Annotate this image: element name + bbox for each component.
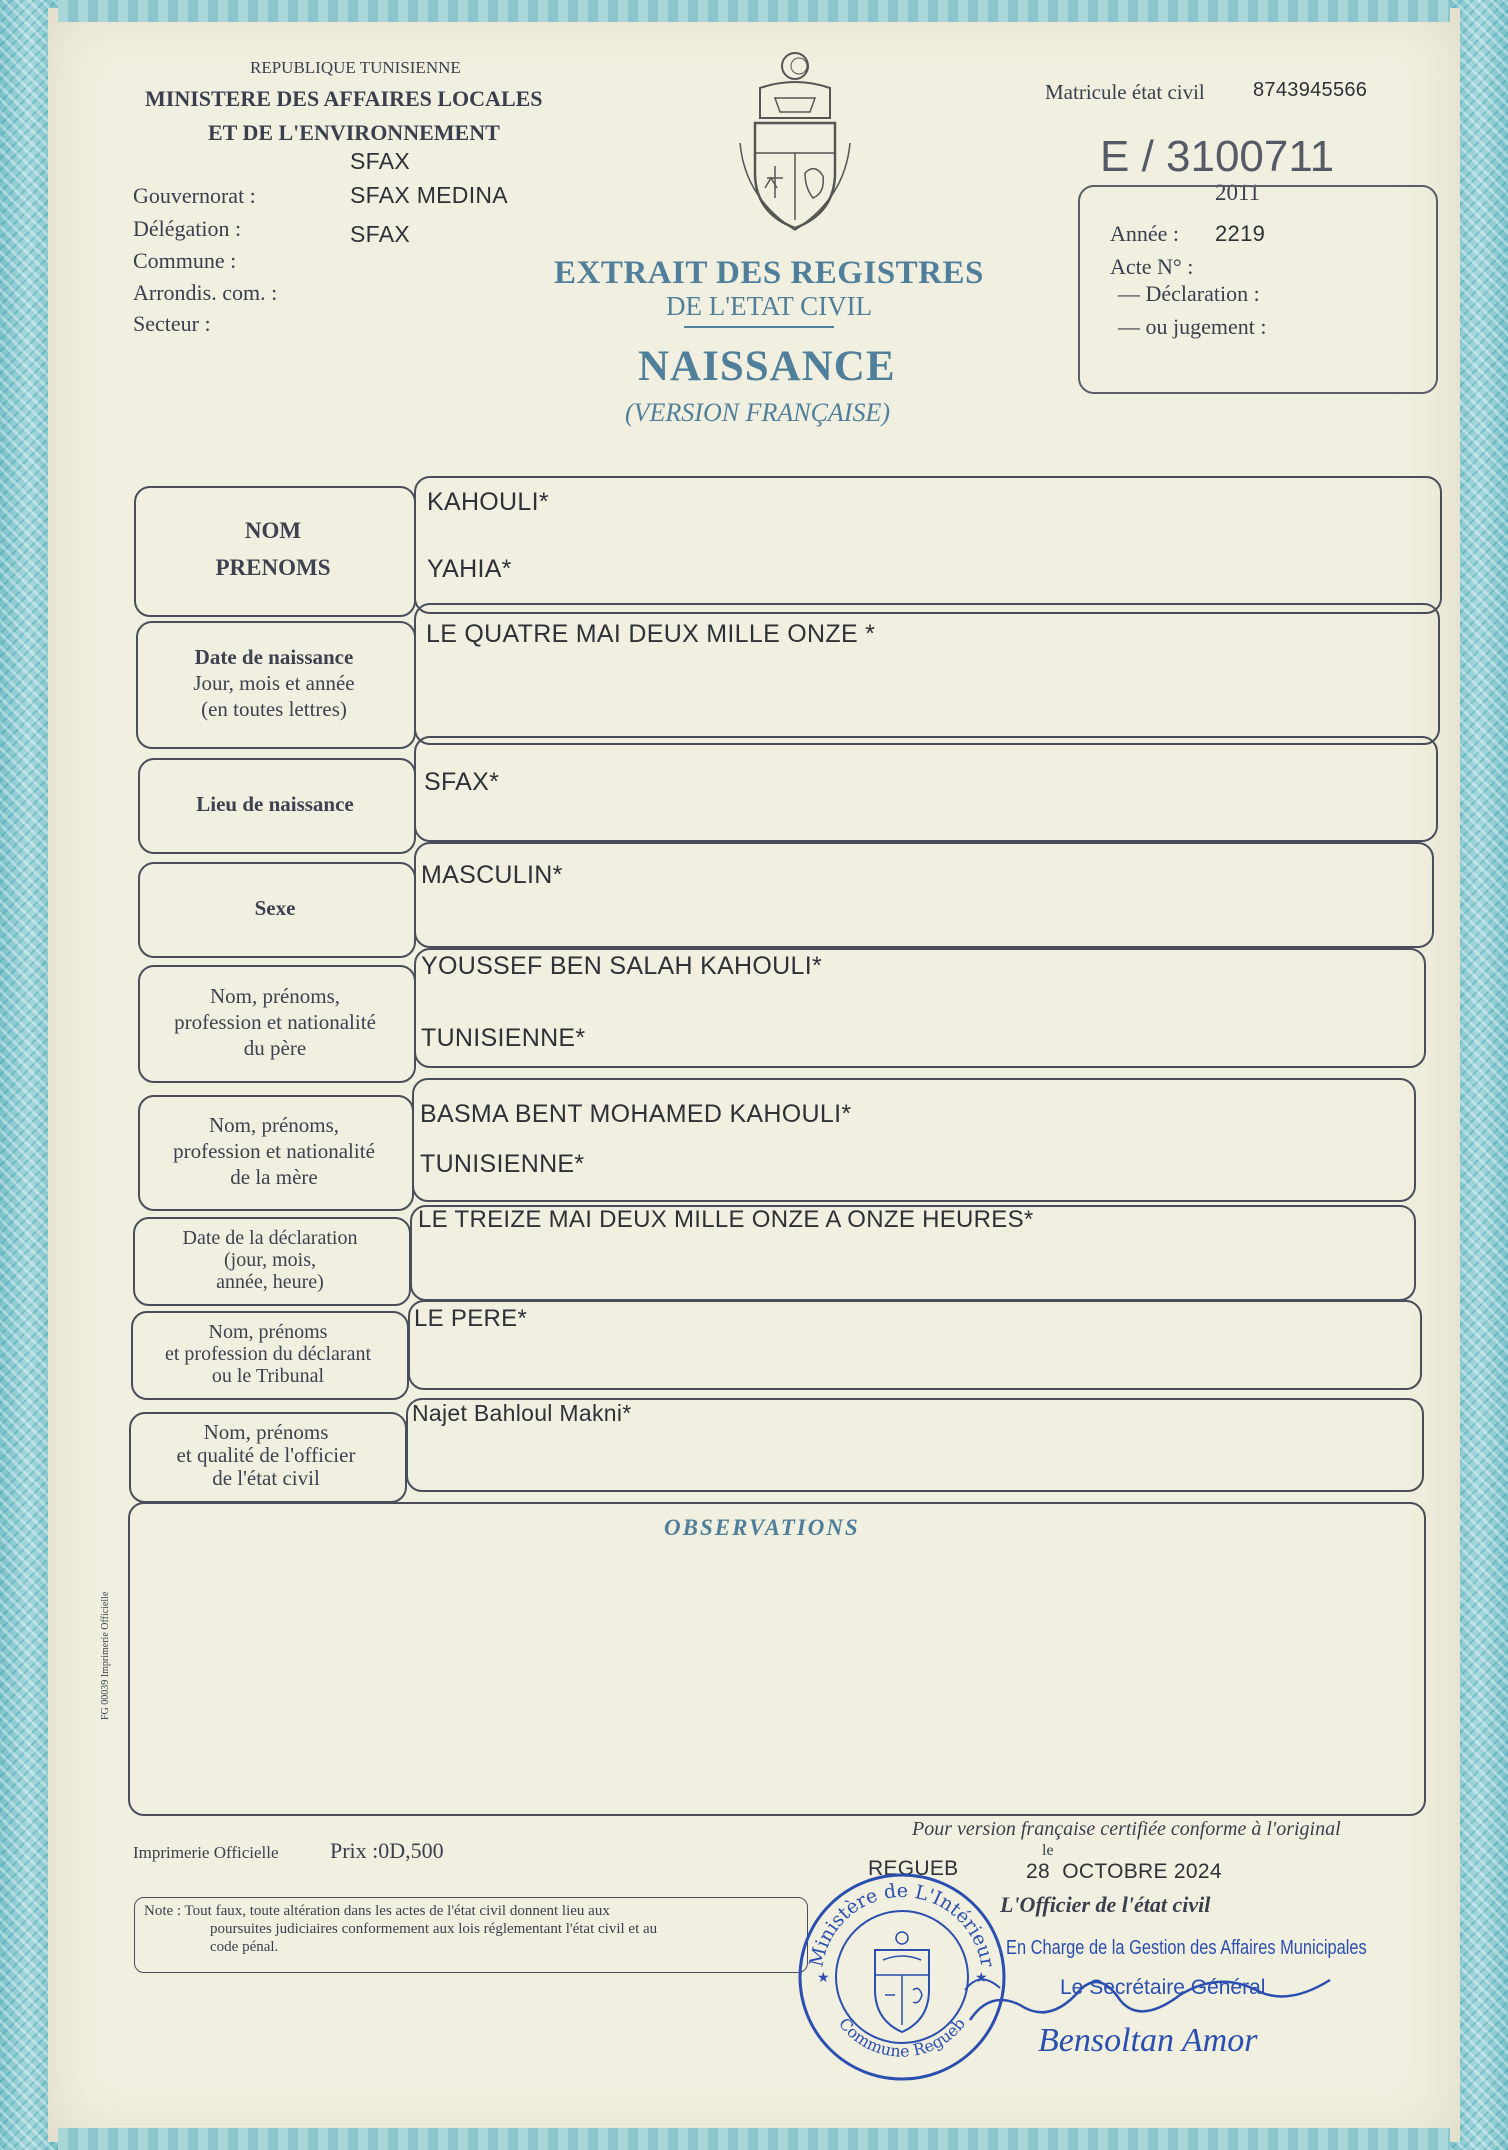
officer-label-line2: et qualité de l'officier bbox=[176, 1442, 356, 1467]
father-label-line3: du père bbox=[243, 1036, 307, 1061]
gouvernorat-value: SFAX MEDINA bbox=[350, 182, 508, 208]
mother-label-line3: de la mère bbox=[230, 1165, 318, 1190]
nom-value: KAHOULI* bbox=[427, 488, 549, 516]
bottom-border bbox=[58, 2128, 1450, 2150]
side-print-code: FG 00039 Imprimerie Officielle bbox=[100, 1591, 111, 1720]
birth-place-value-box bbox=[414, 736, 1438, 842]
matricule-value: 8743945566 bbox=[1253, 79, 1368, 101]
birth-date-label bbox=[136, 621, 412, 745]
declarant-value: LE PERE* bbox=[414, 1305, 528, 1332]
prenoms-value: YAHIA* bbox=[427, 555, 512, 583]
declarant-label bbox=[131, 1311, 405, 1396]
stamp-top-text: Ministère de L'Intérieur bbox=[805, 1879, 999, 1969]
top-border bbox=[58, 0, 1450, 22]
svg-text:★: ★ bbox=[817, 1971, 830, 1986]
reference-number: E / 3100711 bbox=[1100, 132, 1335, 181]
declarant-label-line2: et profession du déclarant bbox=[164, 1342, 372, 1365]
place-value: REGUEB bbox=[868, 1857, 959, 1880]
price-label: Prix :0D,500 bbox=[330, 1838, 444, 1863]
birth-date-label-line2: Jour, mois et année bbox=[193, 670, 355, 695]
stamp-bottom-text: Commune Regueb bbox=[834, 2014, 970, 2061]
birth-date-label-line3: (en toutes lettres) bbox=[201, 697, 347, 722]
annee-value: 2219 bbox=[1215, 221, 1266, 246]
acte-label: Acte N° : bbox=[1110, 254, 1194, 279]
nom-label: NOM bbox=[244, 517, 302, 543]
le-label: le bbox=[1042, 1842, 1054, 1859]
signature-role: En Charge de la Gestion des Affaires Municipales bbox=[1006, 1937, 1367, 1959]
matricule-label: Matricule état civil bbox=[1045, 80, 1205, 104]
commune-label: Commune : bbox=[133, 248, 237, 273]
observations-label: OBSERVATIONS bbox=[664, 1515, 860, 1540]
coat-of-arms-icon bbox=[735, 48, 855, 233]
observations-box bbox=[128, 1502, 1426, 1816]
ministry-line1: MINISTERE DES AFFAIRES LOCALES bbox=[145, 86, 543, 111]
officer-title: L'Officier de l'état civil bbox=[1000, 1892, 1211, 1917]
year-handwritten: 2011 bbox=[1215, 180, 1261, 205]
nom-prenoms-label bbox=[134, 486, 412, 613]
signature-name: Bensoltan Amor bbox=[1038, 2022, 1258, 2059]
father-label bbox=[138, 965, 412, 1079]
title-main: NAISSANCE bbox=[638, 343, 896, 390]
ministry-line2: ET DE L'ENVIRONNEMENT bbox=[208, 120, 500, 145]
decl-date-label bbox=[133, 1217, 407, 1302]
title-underline bbox=[684, 326, 834, 328]
svg-text:★: ★ bbox=[975, 1971, 988, 1986]
delegation-label: Délégation : bbox=[133, 216, 242, 241]
signature-title: Le Secrétaire Général bbox=[1060, 1976, 1266, 1999]
title-line2: DE L'ETAT CIVIL bbox=[666, 291, 873, 321]
declarant-label-line3: ou le Tribunal bbox=[211, 1364, 325, 1387]
decl-date-label-line3: année, heure) bbox=[216, 1270, 324, 1293]
officer-label-line1: Nom, prénoms bbox=[203, 1419, 329, 1444]
declarant-label-line1: Nom, prénoms bbox=[208, 1320, 328, 1343]
mother-nationality-value: TUNISIENNE* bbox=[420, 1150, 585, 1178]
prenoms-label: PRENOMS bbox=[215, 554, 331, 580]
decl-date-label-line1: Date de la déclaration bbox=[182, 1226, 358, 1249]
annee-label: Année : bbox=[1110, 221, 1180, 246]
certified-line: Pour version française certifiée conforme à l'original bbox=[912, 1818, 1341, 1840]
officer-value: Najet Bahloul Makni* bbox=[412, 1400, 632, 1426]
birth-place-value: SFAX* bbox=[424, 768, 500, 796]
father-nationality-value: TUNISIENNE* bbox=[421, 1024, 586, 1052]
birth-place-label: Lieu de naissance bbox=[196, 791, 354, 816]
note-line2: poursuites judiciaires conformement aux lois réglementant l'état civil et au bbox=[210, 1921, 658, 1937]
printer-label: Imprimerie Officielle bbox=[133, 1843, 279, 1862]
delegation-value: SFAX bbox=[350, 221, 411, 247]
handwritten-signature-icon bbox=[960, 1950, 1340, 2040]
region-value: SFAX bbox=[350, 148, 411, 174]
mother-value-box bbox=[412, 1078, 1416, 1202]
declarant-value-box bbox=[408, 1300, 1422, 1390]
father-name-value: YOUSSEF BEN SALAH KAHOULI* bbox=[421, 952, 822, 980]
mother-name-value: BASMA BENT MOHAMED KAHOULI* bbox=[420, 1100, 852, 1128]
title-line1: EXTRAIT DES REGISTRES bbox=[554, 255, 984, 291]
arrondis-label: Arrondis. com. : bbox=[133, 280, 278, 305]
note-line1: Note : Tout faux, toute altération dans les actes de l'état civil donnent lieu aux bbox=[144, 1903, 610, 1919]
birth-date-value: LE QUATRE MAI DEUX MILLE ONZE * bbox=[426, 620, 876, 648]
sex-value: MASCULIN* bbox=[421, 861, 563, 889]
secteur-label: Secteur : bbox=[133, 311, 211, 336]
father-label-line2: profession et nationalité bbox=[174, 1009, 376, 1034]
date-value: 28 OCTOBRE 2024 bbox=[1026, 1860, 1222, 1883]
officer-label bbox=[129, 1412, 403, 1499]
gouvernorat-label: Gouvernorat : bbox=[133, 183, 256, 208]
birth-date-label-line1: Date de naissance bbox=[194, 644, 354, 669]
officer-label-line3: de l'état civil bbox=[212, 1466, 320, 1491]
nom-value-box bbox=[414, 476, 1442, 614]
jugement-label: — ou jugement : bbox=[1118, 314, 1267, 339]
mother-label-line2: profession et nationalité bbox=[173, 1138, 375, 1163]
mother-label-line1: Nom, prénoms, bbox=[208, 1112, 340, 1137]
republic-label: REPUBLIQUE TUNISIENNE bbox=[250, 58, 461, 77]
legal-note bbox=[144, 1902, 804, 1956]
decl-date-label-line2: (jour, mois, bbox=[224, 1248, 316, 1271]
title-version: (VERSION FRANÇAISE) bbox=[625, 398, 890, 427]
decl-date-value: LE TREIZE MAI DEUX MILLE ONZE A ONZE HEURES* bbox=[418, 1206, 1034, 1233]
mother-label bbox=[138, 1095, 410, 1207]
sex-value-box bbox=[414, 842, 1434, 948]
declaration-label: — Déclaration : bbox=[1118, 281, 1260, 306]
father-label-line1: Nom, prénoms, bbox=[209, 983, 341, 1008]
sex-label: Sexe bbox=[254, 895, 296, 920]
note-line3: code pénal. bbox=[210, 1939, 279, 1955]
